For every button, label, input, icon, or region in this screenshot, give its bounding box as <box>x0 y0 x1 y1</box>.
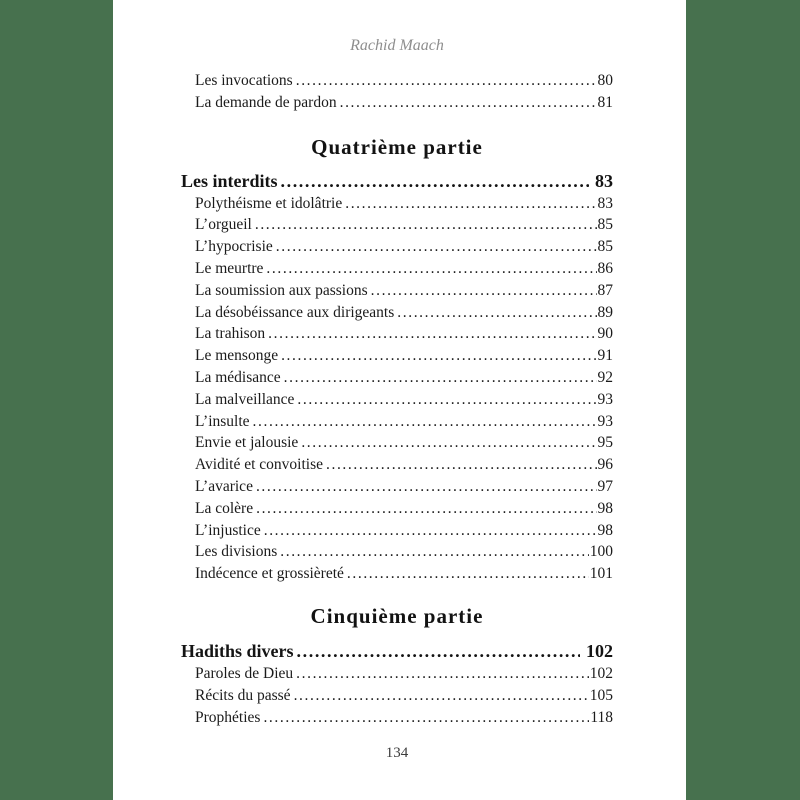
toc-chapter-row <box>181 639 613 663</box>
toc-entry-row <box>195 541 613 563</box>
toc-entry-row <box>195 498 613 520</box>
toc-entry-label: La médisance <box>195 368 281 386</box>
toc-entry-page: 83 <box>597 194 613 212</box>
toc-entry-page: 93 <box>597 412 613 430</box>
dot-leader <box>281 169 590 193</box>
dot-leader <box>397 302 596 324</box>
toc-entry-row <box>195 236 613 258</box>
toc-entry-page: 95 <box>597 434 613 452</box>
toc-entry-label: La désobéissance aux dirigeants <box>195 303 395 321</box>
dot-leader <box>255 214 597 236</box>
toc-entry-row <box>195 214 613 236</box>
toc-entry-page: 85 <box>597 238 613 256</box>
toc-entry-page: 80 <box>597 72 613 89</box>
dot-leader <box>281 345 596 367</box>
toc-entry-page: 98 <box>597 499 613 517</box>
toc-entry-row <box>195 92 613 114</box>
toc-entry-label: Envie et jalousie <box>195 434 299 452</box>
dot-leader <box>301 432 596 454</box>
running-header: Rachid Maach <box>350 37 444 54</box>
toc-entry-row <box>195 70 613 92</box>
toc-entry-label: Le mensonge <box>195 347 279 365</box>
toc-entry-label: Les divisions <box>195 543 278 561</box>
toc-entry-label: Récits du passé <box>195 686 291 704</box>
toc-entry-page: 101 <box>589 565 613 583</box>
toc-entry-label: Paroles de Dieu <box>195 664 294 682</box>
toc-entry-row <box>195 345 613 367</box>
toc-entry-label: Polythéisme et idolâtrie <box>195 194 343 212</box>
toc-entry-page: 102 <box>589 664 613 682</box>
toc-section-entries <box>181 663 613 728</box>
toc-entry-row <box>195 367 613 389</box>
dot-leader <box>256 476 597 498</box>
part-heading-quatrieme: Quatrième partie <box>311 134 483 159</box>
toc-entry-page: 118 <box>590 708 613 726</box>
toc-entry-row <box>195 663 613 685</box>
toc-entry-label: Les invocations <box>195 72 293 89</box>
toc-entry-label: Le meurtre <box>195 259 264 277</box>
dot-leader <box>297 639 580 663</box>
toc-entry-page: 98 <box>597 521 613 539</box>
dot-leader <box>264 520 597 542</box>
toc-entry-page: 96 <box>597 456 613 474</box>
toc-entry-label: L’orgueil <box>195 216 252 234</box>
toc-entry-row <box>195 258 613 280</box>
toc-entry-row <box>195 280 613 302</box>
toc-chapter-page: 83 <box>595 170 613 191</box>
dot-leader <box>340 92 597 114</box>
toc-entry-row <box>195 707 613 729</box>
toc-chapter-label: Les interdits <box>181 170 278 191</box>
toc-entry-page: 87 <box>597 281 613 299</box>
dot-leader <box>256 498 596 520</box>
toc-entry-row <box>195 454 613 476</box>
toc-entry-page: 93 <box>597 390 613 408</box>
toc-chapter-row <box>181 169 613 193</box>
toc-entry-row <box>195 302 613 324</box>
toc-entry-page: 89 <box>597 303 613 321</box>
toc-section-entries <box>181 193 613 585</box>
toc-entry-page: 105 <box>589 686 613 704</box>
dot-leader <box>297 389 596 411</box>
toc-entry-label: La colère <box>195 499 254 517</box>
toc-entry-label: Indécence et grossièreté <box>195 565 344 583</box>
dot-leader <box>280 541 589 563</box>
toc-entry-page: 92 <box>597 368 613 386</box>
toc-entry-label: L’insulte <box>195 412 250 430</box>
toc-entry-label: L’injustice <box>195 521 261 539</box>
dot-leader <box>347 563 589 585</box>
toc-entry-page: 97 <box>597 477 613 495</box>
toc-entry-label: La soumission aux passions <box>195 281 368 299</box>
toc-entry-label: La malveillance <box>195 390 295 408</box>
dot-leader <box>296 663 589 685</box>
toc-entry-row <box>195 520 613 542</box>
toc-entry-page: 90 <box>597 325 613 343</box>
dot-leader <box>296 70 597 92</box>
toc-entry-label: Avidité et convoitise <box>195 456 323 474</box>
toc-entry-row <box>195 323 613 345</box>
dot-leader <box>371 280 597 302</box>
toc-chapter-page: 102 <box>586 640 613 661</box>
dot-leader <box>253 411 597 433</box>
dot-leader <box>268 323 596 345</box>
toc-entry-label: L’avarice <box>195 477 253 495</box>
toc-entry-row <box>195 193 613 215</box>
toc-entry-label: La demande de pardon <box>195 93 337 111</box>
toc-entry-label: L’hypocrisie <box>195 238 273 256</box>
dot-leader <box>266 258 596 280</box>
toc-entry-page: 81 <box>597 93 613 111</box>
toc-entry-page: 91 <box>597 347 613 365</box>
toc-entry-label: Prophéties <box>195 708 261 726</box>
toc-entry-row <box>195 476 613 498</box>
toc-entry-row <box>195 563 613 585</box>
book-page <box>113 0 686 800</box>
page-number: 134 <box>385 745 409 762</box>
toc-entry-page: 85 <box>597 216 613 234</box>
dot-leader <box>263 707 589 729</box>
dot-leader <box>276 236 597 258</box>
dot-leader <box>345 193 596 215</box>
toc-entry-row <box>195 685 613 707</box>
toc-entry-label: La trahison <box>195 325 266 343</box>
part-heading-cinquieme: Cinquième partie <box>310 603 484 628</box>
toc-entry-row <box>195 411 613 433</box>
toc-intro-entries <box>181 70 613 114</box>
dot-leader <box>294 685 589 707</box>
toc-entry-row <box>195 389 613 411</box>
toc-entry-row <box>195 432 613 454</box>
dot-leader <box>326 454 597 476</box>
dot-leader <box>284 367 597 389</box>
toc-entry-page: 86 <box>597 259 613 277</box>
toc-chapter-label: Hadiths divers <box>181 640 294 661</box>
toc-entry-page: 100 <box>589 543 613 561</box>
